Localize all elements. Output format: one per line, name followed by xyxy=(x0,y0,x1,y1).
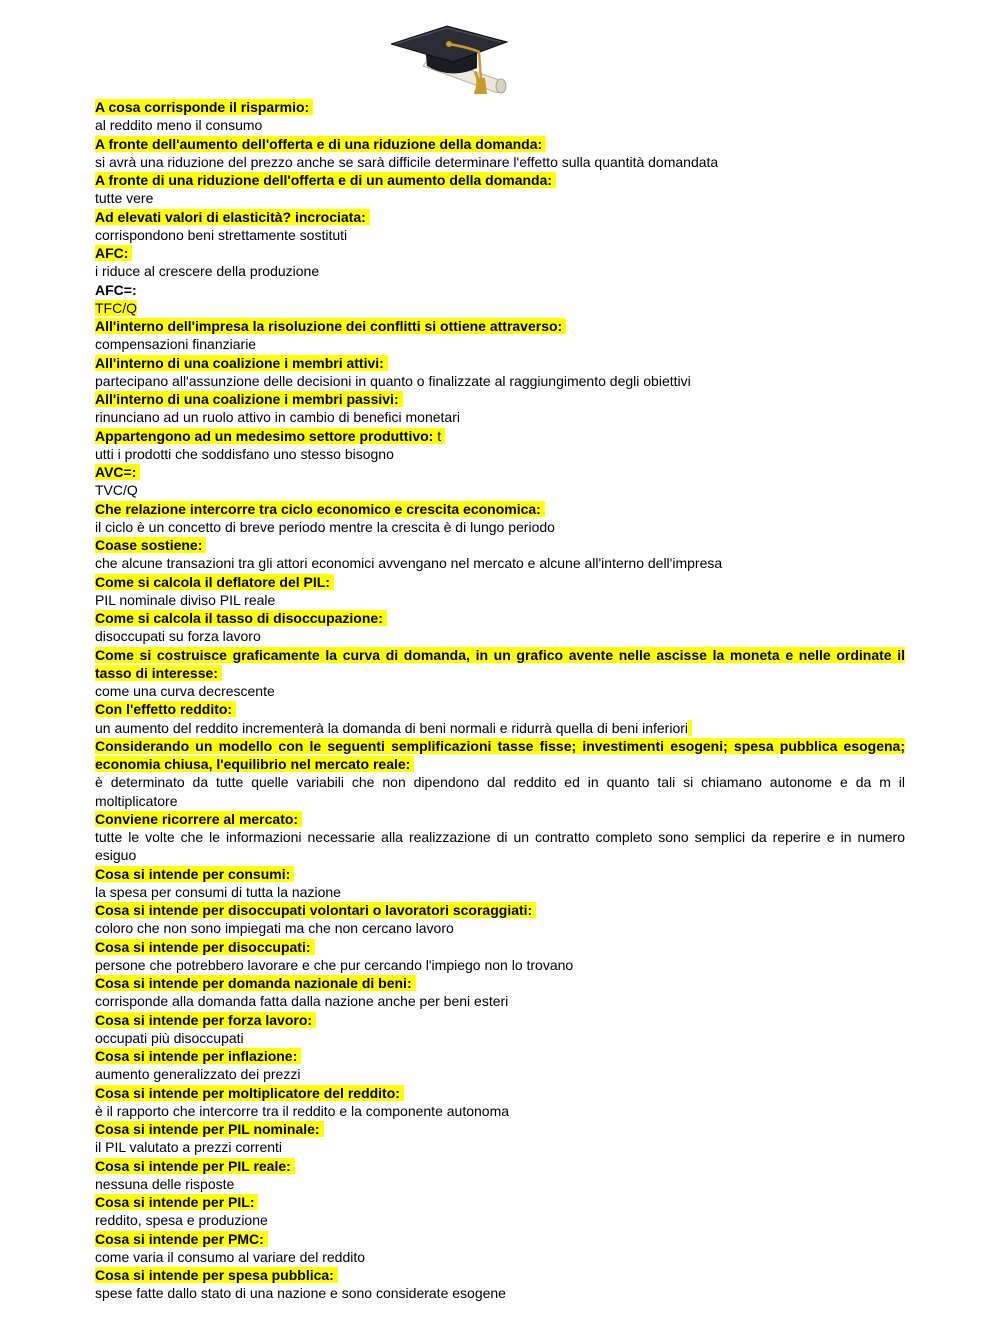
qa-item xyxy=(95,810,905,865)
qa-item xyxy=(95,737,905,810)
answer: persone che potrebbero lavorare e che pur cercando l'impiego non lo trovano xyxy=(95,956,574,973)
qa-list xyxy=(95,98,905,1303)
question: Ad elevati valori di elasticità? incrociata: xyxy=(95,208,905,226)
qa-item xyxy=(95,1266,905,1303)
question: A fronte dell'aumento dell'offerta e di una riduzione della domanda: xyxy=(95,135,905,153)
answer: partecipano all'assunzione delle decisioni in quanto o finalizzate al raggiungimento degli obiettivi xyxy=(95,372,691,389)
qa-item xyxy=(95,281,905,318)
answer: disoccupati su forza lavoro xyxy=(95,628,261,645)
qa-item xyxy=(95,573,905,610)
answer: aumento generalizzato dei prezzi xyxy=(95,1066,301,1083)
question: Come si calcola il tasso di disoccupazione: xyxy=(95,609,905,627)
answer: si avrà una riduzione del prezzo anche se sarà difficile determinare l'effetto sulla quantità domandata xyxy=(95,153,719,170)
answer: è determinato da tutte quelle variabili che non dipendono dal reddito ed in quanto tali si chiamano autonome e da m il moltiplicatore xyxy=(95,774,905,809)
question: Cosa si intende per PIL reale: xyxy=(95,1157,905,1175)
qa-item xyxy=(95,1011,905,1048)
question-tail: t xyxy=(437,427,442,444)
qa-item xyxy=(95,98,905,135)
answer: TVC/Q xyxy=(95,482,138,499)
question: A fronte di una riduzione dell'offerta e di un aumento della domanda: xyxy=(95,171,905,189)
answer: i riduce al crescere della produzione xyxy=(95,263,320,280)
answer: tutte le volte che le informazioni necessarie alla realizzazione di un contratto completo sono semplici da reperire e in numero esiguo xyxy=(95,829,905,864)
question: Cosa si intende per disoccupati: xyxy=(95,938,905,956)
qa-item xyxy=(95,536,905,573)
answer: tutte vere xyxy=(95,190,154,207)
qa-item xyxy=(95,1193,905,1230)
answer: utti i prodotti che soddisfano uno stesso bisogno xyxy=(95,445,394,462)
qa-item xyxy=(95,1230,905,1267)
qa-item xyxy=(95,974,905,1011)
answer: compensazioni finanziarie xyxy=(95,336,257,353)
answer: reddito, spesa e produzione xyxy=(95,1212,268,1229)
qa-item xyxy=(95,135,905,172)
qa-item xyxy=(95,171,905,208)
qa-item xyxy=(95,463,905,500)
qa-item xyxy=(95,390,905,427)
answer: come una curva decrescente xyxy=(95,683,275,699)
qa-item xyxy=(95,646,905,701)
answer: come varia il consumo al variare del reddito xyxy=(95,1248,366,1265)
answer: corrisponde alla domanda fatta dalla nazione anche per beni esteri xyxy=(95,993,509,1010)
qa-item xyxy=(95,317,905,354)
answer: nessuna delle risposte xyxy=(95,1175,235,1192)
question: A cosa corrisponde il risparmio: xyxy=(95,98,905,116)
question: Cosa si intende per inflazione: xyxy=(95,1047,905,1065)
question: Come si calcola il deflatore del PIL: xyxy=(95,573,905,591)
question: AVC=: xyxy=(95,463,905,481)
question: Conviene ricorrere al mercato: xyxy=(95,810,905,828)
answer: che alcune transazioni tra gli attori economici avvengano nel mercato e alcune all'interno dell'impresa xyxy=(95,555,723,572)
qa-item xyxy=(95,354,905,391)
question: All'interno dell'impresa la risoluzione dei conflitti si ottiene attraverso: xyxy=(95,317,905,335)
qa-item xyxy=(95,1157,905,1194)
question: Come si costruisce graficamente la curva di domanda, in un grafico avente nelle ascisse la moneta e nelle ordinate il tasso di interesse: xyxy=(95,646,905,681)
qa-item xyxy=(95,700,905,737)
graduation-cap-icon xyxy=(391,22,905,98)
question: Cosa si intende per disoccupati volontari o lavoratori scoraggiati: xyxy=(95,901,905,919)
answer: un aumento del reddito incrementerà la domanda di beni normali e ridurrà quella di beni inferiori xyxy=(95,719,905,737)
question: Cosa si intende per domanda nazionale di beni: xyxy=(95,974,905,992)
document-page xyxy=(95,22,905,1303)
answer: coloro che non sono impiegati ma che non cercano lavoro xyxy=(95,920,454,937)
question: Cosa si intende per PIL nominale: xyxy=(95,1120,905,1138)
qa-item xyxy=(95,938,905,975)
question: Appartengono ad un medesimo settore produttivo: t xyxy=(95,427,905,445)
question: Cosa si intende per PIL: xyxy=(95,1193,905,1211)
question: AFC=: xyxy=(95,281,137,298)
qa-item xyxy=(95,901,905,938)
question: All'interno di una coalizione i membri passivi: xyxy=(95,390,905,408)
qa-item xyxy=(95,609,905,646)
answer: TFC/Q xyxy=(95,299,137,316)
answer: al reddito meno il consumo xyxy=(95,117,263,134)
qa-item xyxy=(95,1084,905,1121)
question: Coase sostiene: xyxy=(95,536,905,554)
question: Cosa si intende per forza lavoro: xyxy=(95,1011,905,1029)
question: All'interno di una coalizione i membri attivi: xyxy=(95,354,905,372)
answer: il PIL valutato a prezzi correnti xyxy=(95,1139,283,1156)
answer: rinunciano ad un ruolo attivo in cambio di benefici monetari xyxy=(95,409,460,426)
qa-item xyxy=(95,427,905,464)
highlight-mark xyxy=(688,720,692,736)
answer: è il rapporto che intercorre tra il reddito e la componente autonoma xyxy=(95,1102,510,1119)
question: Con l'effetto reddito: xyxy=(95,700,905,718)
answer: spese fatte dallo stato di una nazione e sono considerate esogene xyxy=(95,1285,506,1302)
qa-item xyxy=(95,1120,905,1157)
answer: il ciclo è un concetto di breve periodo mentre la crescita è di lungo periodo xyxy=(95,518,555,535)
question: Cosa si intende per moltiplicatore del reddito: xyxy=(95,1084,905,1102)
qa-item xyxy=(95,865,905,902)
question: Cosa si intende per PMC: xyxy=(95,1230,905,1248)
answer: occupati più disoccupati xyxy=(95,1029,244,1046)
answer: la spesa per consumi di tutta la nazione xyxy=(95,883,341,900)
question: Cosa si intende per consumi: xyxy=(95,865,905,883)
qa-item xyxy=(95,500,905,537)
question: Considerando un modello con le seguenti semplificazioni tasse fisse; investimenti esogeni; spesa pubblica esogena; economia chiusa, l'equilibrio nel mercato reale: xyxy=(95,737,905,772)
question: Che relazione intercorre tra ciclo economico e crescita economica: xyxy=(95,500,905,518)
qa-item xyxy=(95,208,905,245)
answer: corrispondono beni strettamente sostituti xyxy=(95,226,348,243)
question: AFC: xyxy=(95,244,905,262)
qa-item xyxy=(95,1047,905,1084)
qa-item xyxy=(95,244,905,281)
question: Cosa si intende per spesa pubblica: xyxy=(95,1266,905,1284)
answer: PIL nominale diviso PIL reale xyxy=(95,591,276,608)
